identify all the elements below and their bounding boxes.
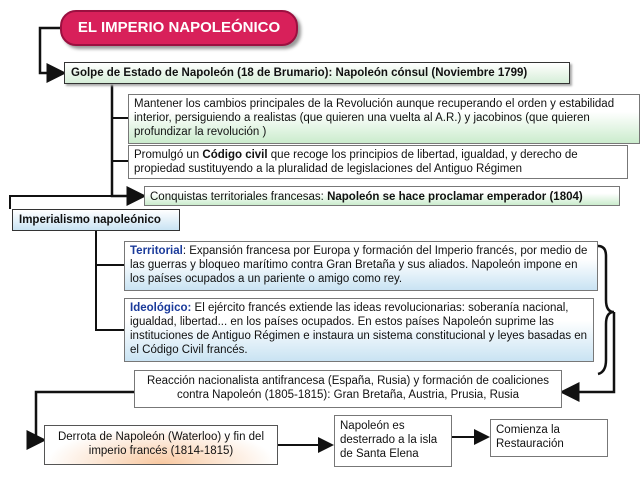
territorial-label: Territorial <box>130 245 183 257</box>
codigo-pre: Promulgó un <box>134 149 203 161</box>
codigo-box <box>128 145 628 179</box>
conquistas-box <box>144 186 620 206</box>
ideologico-text: El ejército francés extiende las ideas revolucionarias: soberanía nacional, igualdad, libertad... en los países ocupados. En estos países Napoleón suprime las instituciones de Antiguo Régimen e instaura un sistema constitucional y leyes basadas en el Código Civil francés. <box>130 302 588 356</box>
territorial-box <box>124 241 598 291</box>
bracket <box>598 246 614 374</box>
reaccion-box: Reacción nacionalista antifrancesa (España, Rusia) y formación de coaliciones contra Napoleón (1805-1815): Gran Bretaña, Austria, Prusia, Rusia <box>134 370 562 408</box>
connector-imperialismo-ideologico <box>96 231 124 330</box>
codigo-post: que recoge los principios de libertad, igualdad, y derecho de propiedad sustituyendo a la pluralidad de legislaciones del Antiguo Régimen <box>134 149 578 175</box>
connector-conquistas-imperialismo <box>10 196 144 209</box>
mantener-box: Mantener los cambios principales de la Revolución aunque recuperando el orden y estabilidad interior, persiguiendo a realistas (que quieren una vuelta al A.R.) y jacobinos (que quieren profundizar la revolución ) <box>128 94 640 144</box>
restauracion-box: Comienza la Restauración <box>490 419 608 457</box>
conquistas-pre: Conquistas territoriales francesas: <box>150 191 328 203</box>
ideologico-label: Ideológico: <box>130 302 192 314</box>
derrota-box: Derrota de Napoleón (Waterloo) y fin del imperio francés (1814-1815) <box>44 425 278 465</box>
diagram-title: EL IMPERIO NAPOLEÓNICO <box>60 10 298 46</box>
elba-box: Napoleón es desterrado a la isla de Santa Elena <box>334 415 452 467</box>
codigo-term: Código civil <box>202 149 268 161</box>
golpe-box: Golpe de Estado de Napoleón (18 de Brumario): Napoleón cónsul (Noviembre 1799) <box>64 62 570 84</box>
conquistas-bold: Napoleón se hace proclamar emperador (1804) <box>327 191 583 203</box>
ideologico-box <box>124 298 594 362</box>
imperialismo-box: Imperialismo napoleónico <box>12 209 180 231</box>
territorial-text: : Expansión francesa por Europa y formación del Imperio francés, por medio de las guerras y bloqueo marítimo contra Gran Bretaña y sus aliados. Napoleón impone en los países ocupados a un pariente o amigo como rey. <box>130 245 588 285</box>
